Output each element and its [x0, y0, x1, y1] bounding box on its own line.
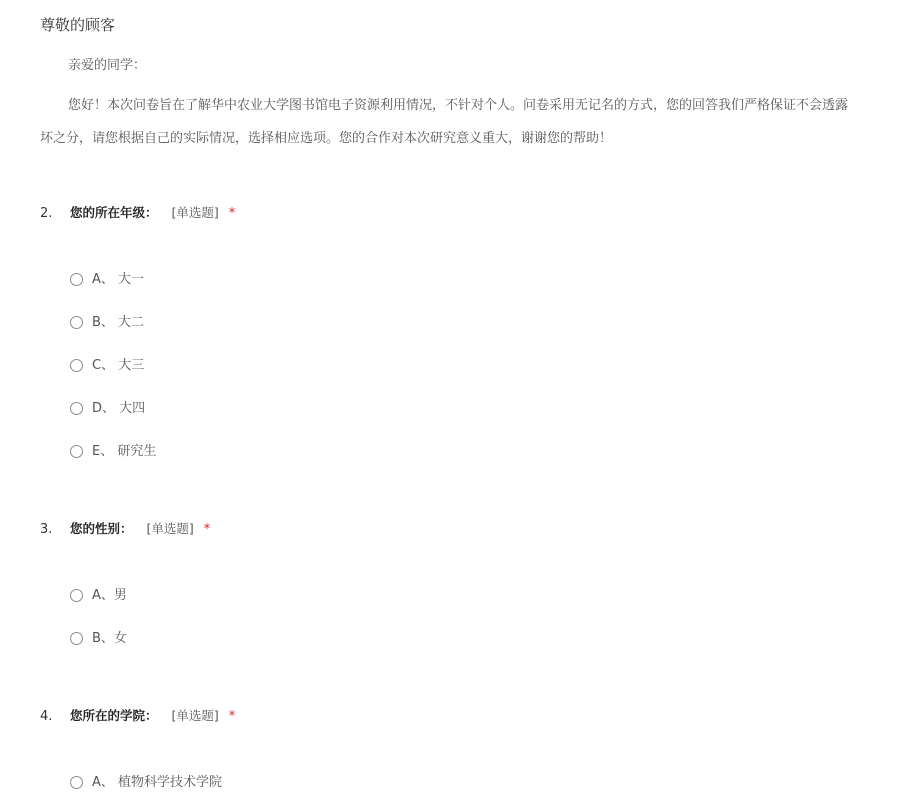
radio-button[interactable] [70, 359, 83, 372]
question-gender [40, 519, 880, 674]
option-label: C、 大三 [92, 358, 145, 373]
question-number: 3. [40, 522, 53, 537]
option-grade-a[interactable] [70, 272, 880, 315]
options-list [40, 588, 880, 674]
question-type: [单选题] [171, 708, 219, 723]
question-type: [单选题] [146, 521, 194, 536]
radio-button[interactable] [70, 589, 83, 602]
survey-intro [40, 56, 900, 155]
question-number: 2. [40, 206, 53, 221]
intro-body [40, 89, 900, 155]
question-type: [单选题] [171, 205, 219, 220]
required-marker: * [203, 522, 211, 537]
option-grade-b[interactable] [70, 315, 880, 358]
intro-greeting: 亲爱的同学： [68, 58, 147, 73]
option-label: D、 大四 [92, 401, 146, 416]
radio-button[interactable] [70, 632, 83, 645]
option-grade-e[interactable] [70, 444, 880, 487]
question-header [40, 706, 880, 727]
option-grade-c[interactable] [70, 358, 880, 401]
option-label: B、女 [92, 631, 127, 646]
question-title: 您的性别： [70, 521, 133, 536]
page-title: 尊敬的顾客 [40, 16, 116, 34]
question-header [40, 519, 880, 540]
option-label: E、 研究生 [92, 444, 157, 459]
option-label: A、 植物科学技术学院 [92, 775, 223, 790]
radio-button[interactable] [70, 402, 83, 415]
question-header [40, 203, 880, 224]
radio-button[interactable] [70, 273, 83, 286]
option-grade-d[interactable] [70, 401, 880, 444]
question-grade [40, 203, 880, 487]
intro-line-2: 坏之分，请您根据自己的实际情况，选择相应选项。您的合作对本次研究意义重大，谢谢您的帮助！ [40, 131, 613, 146]
option-gender-male[interactable] [70, 588, 880, 631]
required-marker: * [228, 206, 236, 221]
question-title: 您的所在年级： [70, 205, 158, 220]
option-label: B、 大二 [92, 315, 145, 330]
question-college [40, 706, 880, 800]
required-marker: * [228, 709, 236, 724]
radio-button[interactable] [70, 776, 83, 789]
option-label: A、男 [92, 588, 127, 603]
question-number: 4. [40, 709, 53, 724]
option-college-a[interactable] [70, 775, 880, 800]
options-list [40, 272, 880, 487]
options-list [40, 775, 880, 800]
intro-line-1: 您好！本次问卷旨在了解华中农业大学图书馆电子资源利用情况，不针对个人。问卷采用无记名的方式，您的回答我们严格保证不会透露 [68, 98, 849, 113]
option-label: A、 大一 [92, 272, 145, 287]
radio-button[interactable] [70, 316, 83, 329]
question-title: 您所在的学院： [70, 708, 158, 723]
radio-button[interactable] [70, 445, 83, 458]
option-gender-female[interactable] [70, 631, 880, 674]
